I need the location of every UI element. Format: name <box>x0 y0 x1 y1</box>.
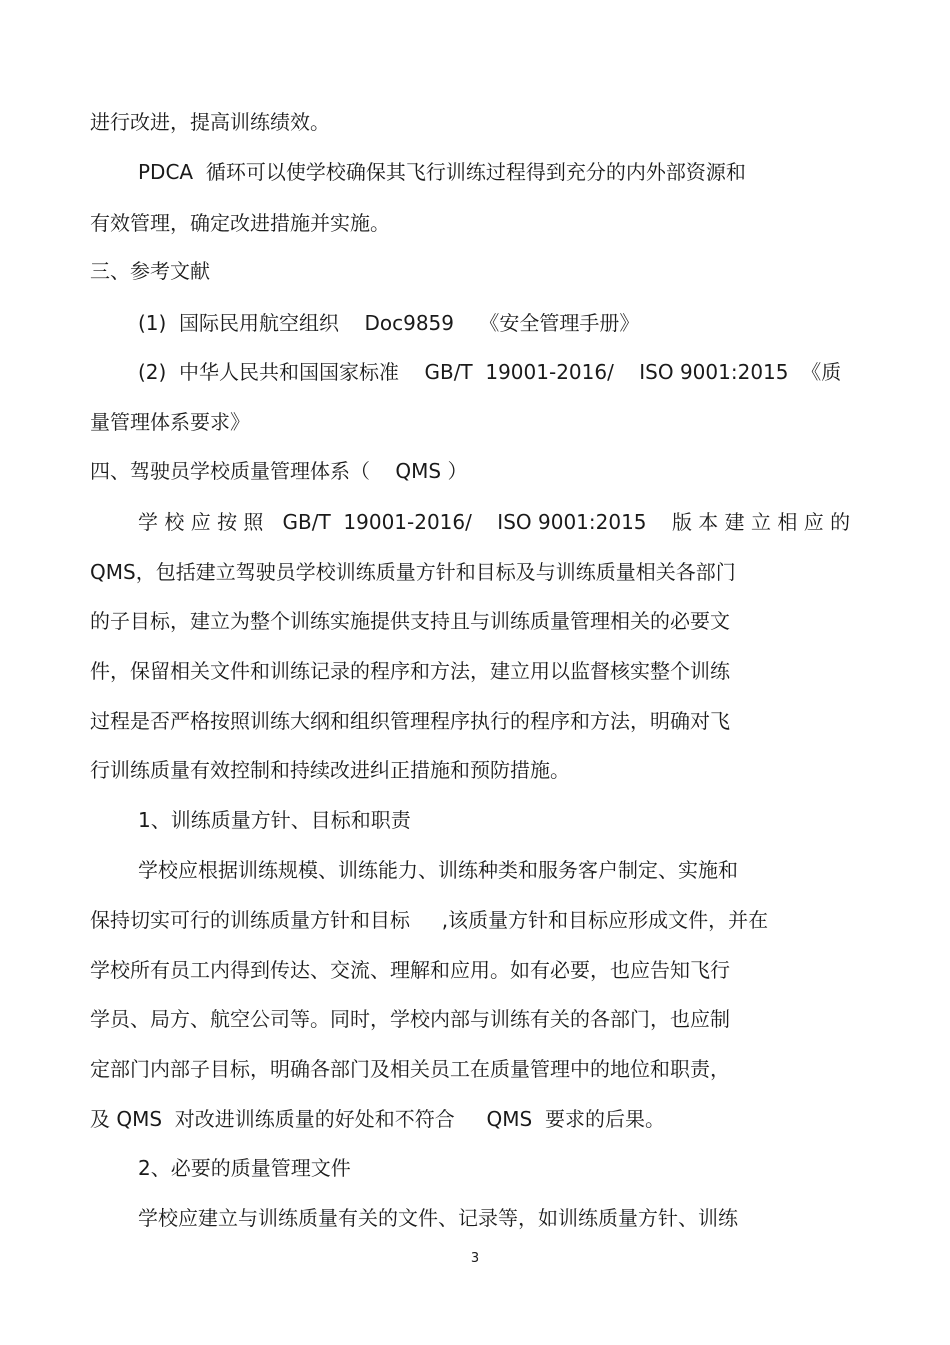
text-line: 学员、局方、航空公司等。同时，学校内部与训练有关的各部门，也应制 <box>90 1007 730 1031</box>
text-line: 行训练质量有效控制和持续改进纠正措施和预防措施。 <box>90 758 570 782</box>
text-line: QMS，包括建立驾驶员学校训练质量方针和目标及与训练质量相关各部门 <box>90 560 736 584</box>
text-line: 学校应建立与训练质量有关的文件、记录等，如训练质量方针、训练 <box>138 1206 738 1230</box>
subsection-heading: 2、必要的质量管理文件 <box>138 1156 351 1180</box>
subsection-heading: 1、训练质量方针、目标和职责 <box>138 808 411 832</box>
text-line: 及 QMS 对改进训练质量的好处和不符合 QMS 要求的后果。 <box>90 1107 665 1131</box>
text-line: 定部门内部子目标，明确各部门及相关员工在质量管理中的地位和职责， <box>90 1057 730 1081</box>
reference-item: (2) 中华人民共和国国家标准 GB/T 19001-2016/ ISO 9001:2015 《质 <box>138 360 842 384</box>
reference-item: (1) 国际民用航空组织 Doc9859 《安全管理手册》 <box>138 311 640 335</box>
text-line: PDCA 循环可以使学校确保其飞行训练过程得到充分的内外部资源和 <box>138 160 746 184</box>
text-line: 的子目标，建立为整个训练实施提供支持且与训练质量管理相关的必要文 <box>90 609 730 633</box>
page-number: 3 <box>470 1251 480 1266</box>
section-heading: 三、参考文献 <box>90 259 210 283</box>
text-line: 学校所有员工内得到传达、交流、理解和应用。如有必要，也应告知飞行 <box>90 958 730 982</box>
section-heading: 四、驾驶员学校质量管理体系（ QMS ） <box>90 459 468 483</box>
text-line: 学校应根据训练规模、训练能力、训练种类和服务客户制定、实施和 <box>138 858 738 882</box>
text-line: 进行改进，提高训练绩效。 <box>90 110 330 134</box>
text-line: 件，保留相关文件和训练记录的程序和方法，建立用以监督核实整个训练 <box>90 659 730 683</box>
text-line: 量管理体系要求》 <box>90 410 250 434</box>
text-line: 过程是否严格按照训练大纲和组织管理程序执行的程序和方法，明确对飞 <box>90 709 730 733</box>
text-line: 保持切实可行的训练质量方针和目标 ,该质量方针和目标应形成文件，并在 <box>90 908 769 932</box>
text-line: 学 校 应 按 照 GB/T 19001-2016/ ISO 9001:2015 版 本 建 立 相 应 的 <box>138 510 851 534</box>
text-line: 有效管理，确定改进措施并实施。 <box>90 211 390 235</box>
